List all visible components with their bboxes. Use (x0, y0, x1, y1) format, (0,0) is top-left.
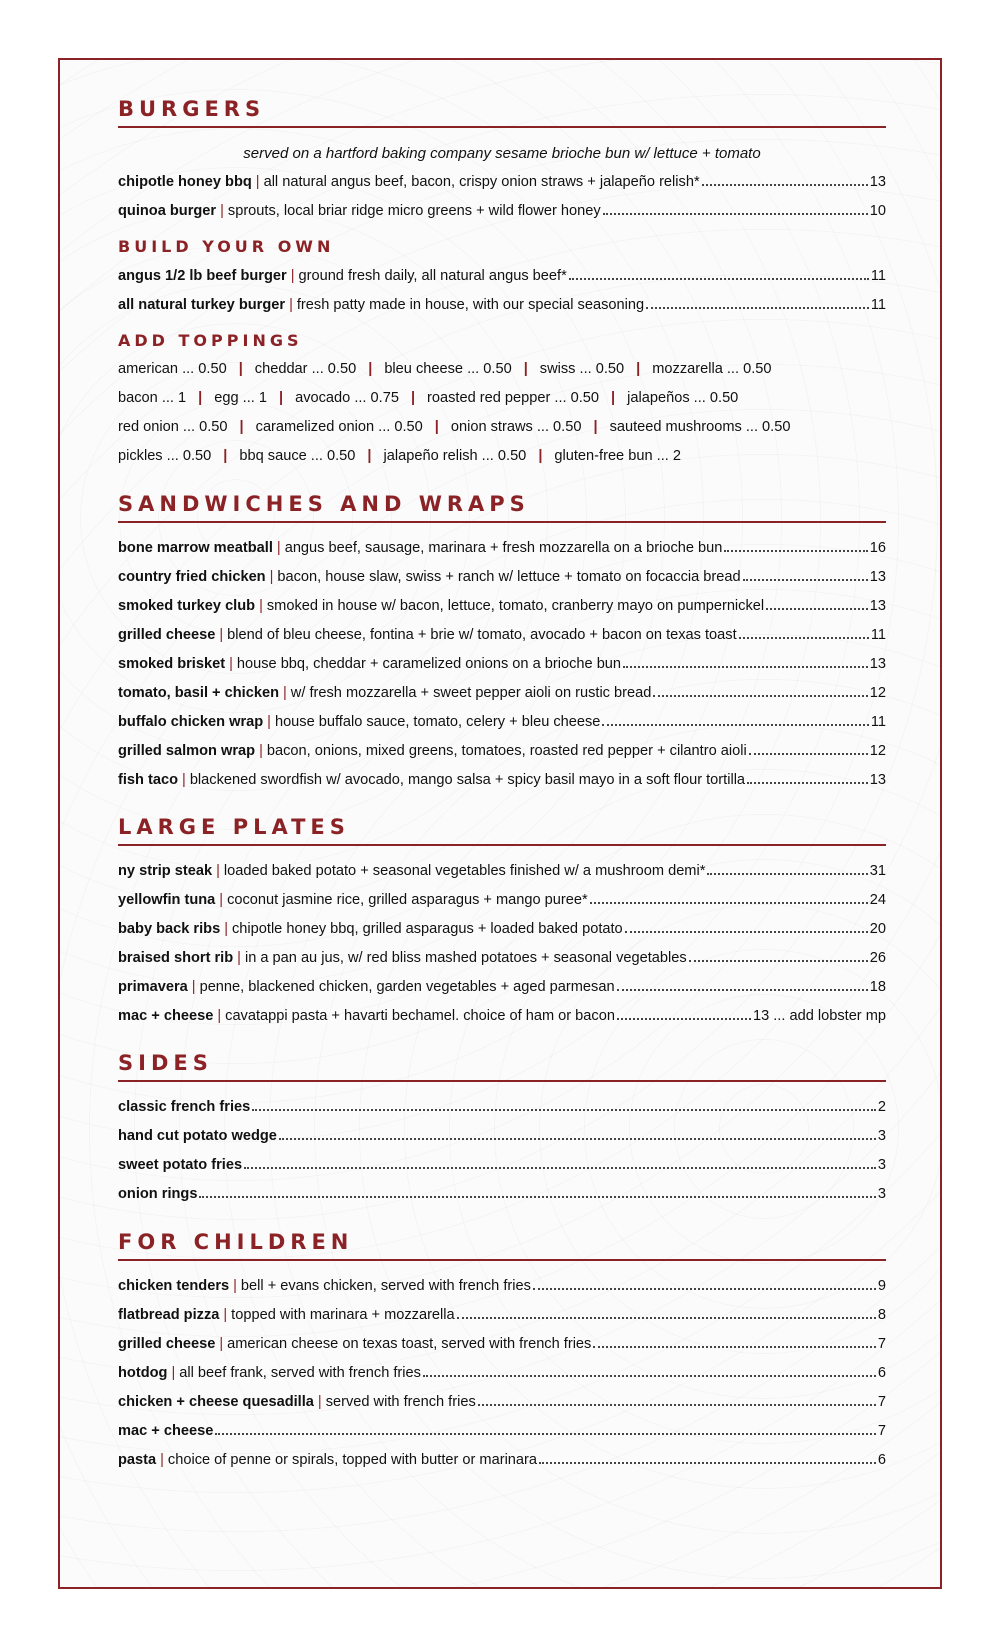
topping-separator: | (410, 390, 416, 406)
sandwich-item (118, 770, 886, 790)
topping-item: caramelized onion ... 0.50 (255, 419, 423, 435)
item-description: angus beef, sausage, marinara + fresh mozzarella on a brioche bun (284, 540, 723, 556)
item-name: ny strip steak (118, 863, 213, 879)
toppings-row (118, 417, 790, 437)
item-price: 12 (869, 685, 886, 701)
sandwich-item (118, 654, 886, 674)
dot-leader (625, 931, 868, 933)
item-description: blackened swordfish w/ avocado, mango salsa + spicy basil mayo in a soft flour tortilla (189, 772, 746, 788)
dot-leader (617, 989, 868, 991)
item-name: mac + cheese (118, 1008, 214, 1024)
item-separator: | (220, 203, 224, 219)
dot-leader (244, 1167, 876, 1169)
item-price: 3 (877, 1157, 886, 1173)
item-price: 8 (877, 1307, 886, 1323)
item-price: 11 (870, 714, 886, 730)
sandwich-item (118, 712, 886, 732)
item-name: chicken tenders (118, 1278, 230, 1294)
large-plate-item (118, 977, 886, 997)
item-name: chicken + cheese quesadilla (118, 1394, 314, 1410)
item-separator: | (217, 1008, 222, 1024)
item-name: classic french fries (118, 1099, 251, 1115)
topping-separator: | (593, 419, 598, 435)
dot-leader (279, 1138, 876, 1140)
topping-item: bacon ... 1 (118, 390, 187, 406)
item-price: 11 (870, 268, 886, 284)
item-name: grilled salmon wrap (118, 743, 256, 759)
topping-item: red onion ... 0.50 (118, 419, 228, 435)
topping-item: pickles ... 0.50 (118, 448, 212, 464)
item-name: tomato, basil + chicken (118, 685, 279, 701)
dot-leader (602, 724, 868, 726)
item-name: grilled cheese (118, 1336, 216, 1352)
burger-item (118, 201, 886, 221)
item-name: yellowfin tuna (118, 892, 216, 908)
item-price: 18 (869, 979, 886, 995)
item-price: 10 (869, 203, 886, 219)
item-separator: | (290, 268, 295, 284)
topping-item: avocado ... 0.75 (295, 390, 399, 406)
topping-item: jalapeños ... 0.50 (627, 390, 739, 406)
topping-separator: | (434, 419, 439, 435)
topping-separator: | (611, 390, 616, 406)
item-name: onion rings (118, 1186, 198, 1202)
dot-leader (646, 307, 869, 309)
dot-leader (766, 608, 868, 610)
topping-separator: | (198, 390, 203, 406)
item-separator: | (237, 950, 241, 966)
topping-separator: | (636, 361, 641, 377)
large-plate-item (118, 919, 886, 939)
item-description: penne, blackened chicken, garden vegetables + aged parmesan (199, 979, 615, 995)
item-name: mac + cheese (118, 1423, 214, 1439)
item-price: 13 (869, 569, 886, 585)
dot-leader (702, 184, 868, 186)
topping-separator: | (223, 448, 228, 464)
children-item (118, 1421, 886, 1441)
item-description: chipotle honey bbq, grilled asparagus + loaded baked potato (232, 921, 623, 937)
item-description: blend of bleu cheese, fontina + brie w/ tomato, avocado + bacon on texas toast (227, 627, 737, 643)
item-description: house bbq, cheddar + caramelized onions on a brioche bun (236, 656, 622, 672)
item-price: 31 (869, 863, 886, 879)
children-item (118, 1276, 886, 1296)
item-separator: | (224, 921, 228, 937)
section-title-sides: SIDES (118, 1050, 886, 1082)
dot-leader (743, 579, 868, 581)
item-description: bell + evans chicken, served with french fries (240, 1278, 531, 1294)
dot-leader (457, 1317, 876, 1319)
item-separator: | (259, 743, 263, 759)
item-separator: | (229, 656, 233, 672)
item-separator: | (267, 714, 271, 730)
item-name: braised short rib (118, 950, 234, 966)
item-price: 11 (870, 297, 886, 313)
dot-leader (478, 1404, 876, 1406)
large-plate-item (118, 890, 886, 910)
item-price: 7 (877, 1394, 886, 1410)
dot-leader (747, 782, 868, 784)
item-separator: | (219, 627, 224, 643)
dot-leader (593, 1346, 876, 1348)
item-separator: | (317, 1394, 322, 1410)
item-price: 2 (877, 1099, 886, 1115)
topping-separator: | (239, 419, 244, 435)
item-description: all beef frank, served with french fries (179, 1365, 421, 1381)
item-price: 12 (869, 743, 886, 759)
item-description: loaded baked potato + seasonal vegetables finished w/ a mushroom demi* (223, 863, 706, 879)
item-separator: | (216, 863, 220, 879)
item-name: smoked brisket (118, 656, 226, 672)
dot-leader (724, 550, 867, 552)
dot-leader (590, 902, 868, 904)
item-separator: | (171, 1365, 176, 1381)
build-item (118, 266, 886, 286)
item-price: 7 (877, 1336, 886, 1352)
item-name: sweet potato fries (118, 1157, 243, 1173)
large-plate-item (118, 861, 886, 881)
topping-separator: | (367, 448, 372, 464)
item-name: all natural turkey burger (118, 297, 286, 313)
item-description: cavatappi pasta + havarti bechamel. choice of ham or bacon (225, 1008, 615, 1024)
item-name: angus 1/2 lb beef burger (118, 268, 287, 284)
topping-item: american ... 0.50 (118, 361, 227, 377)
item-price: 13 (869, 598, 886, 614)
item-name: country fried chicken (118, 569, 266, 585)
item-description: in a pan au jus, w/ red bliss mashed potatoes + seasonal vegetables (244, 950, 687, 966)
item-description: bacon, onions, mixed greens, tomatoes, roasted red pepper + cilantro aioli (266, 743, 747, 759)
item-price: 13 (869, 772, 886, 788)
topping-separator: | (279, 390, 284, 406)
topping-item: roasted red pepper ... 0.50 (427, 390, 600, 406)
topping-item: egg ... 1 (214, 390, 267, 406)
item-name: baby back ribs (118, 921, 221, 937)
side-item (118, 1097, 886, 1117)
item-name: quinoa burger (118, 203, 217, 219)
dot-leader (423, 1375, 876, 1377)
item-description: coconut jasmine rice, grilled asparagus + mango puree* (227, 892, 588, 908)
toppings-row (118, 446, 681, 466)
item-description: smoked in house w/ bacon, lettuce, tomato, cranberry mayo on pumpernickel (266, 598, 765, 614)
item-separator: | (223, 1307, 228, 1323)
item-name: grilled cheese (118, 627, 216, 643)
item-description: fresh patty made in house, with our special seasoning (296, 297, 645, 313)
item-price: 6 (877, 1452, 886, 1468)
topping-item: cheddar ... 0.50 (254, 361, 357, 377)
item-price: 6 (877, 1365, 886, 1381)
sandwich-item (118, 625, 886, 645)
item-separator: | (233, 1278, 237, 1294)
children-item (118, 1450, 886, 1470)
item-name: fish taco (118, 772, 179, 788)
item-description: ground fresh daily, all natural angus beef* (298, 268, 567, 284)
topping-item: bbq sauce ... 0.50 (239, 448, 356, 464)
item-price: 3 (877, 1128, 886, 1144)
section-title-build-your-own: BUILD YOUR OWN (118, 237, 335, 256)
item-name: smoked turkey club (118, 598, 256, 614)
sandwich-item (118, 741, 886, 761)
item-name: hand cut potato wedge (118, 1128, 277, 1144)
sandwich-item (118, 567, 886, 587)
dot-leader (215, 1433, 876, 1435)
item-name: flatbread pizza (118, 1307, 220, 1323)
section-title-for-children: FOR CHILDREN (118, 1229, 886, 1261)
topping-item: onion straws ... 0.50 (450, 419, 582, 435)
item-description: bacon, house slaw, swiss + ranch w/ lettuce + tomato on focaccia bread (277, 569, 741, 585)
item-separator: | (219, 1336, 224, 1352)
sandwich-item (118, 538, 886, 558)
topping-separator: | (238, 361, 243, 377)
dot-leader (539, 1462, 876, 1464)
side-item (118, 1126, 886, 1146)
side-item (118, 1184, 886, 1204)
children-item (118, 1363, 886, 1383)
item-description: choice of penne or spirals, topped with butter or marinara (167, 1452, 538, 1468)
dot-leader (653, 695, 867, 697)
item-separator: | (269, 569, 274, 585)
item-separator: | (255, 174, 260, 190)
item-name: chipotle honey bbq (118, 174, 252, 190)
item-separator: | (276, 540, 281, 556)
dot-leader (603, 213, 868, 215)
burger-item (118, 172, 886, 192)
dot-leader (689, 960, 868, 962)
item-price: 13 (869, 174, 886, 190)
item-price: 3 (877, 1186, 886, 1202)
children-item (118, 1334, 886, 1354)
item-price: 11 (870, 627, 886, 643)
topping-separator: | (523, 361, 528, 377)
item-description: all natural angus beef, bacon, crispy onion straws + jalapeño relish* (263, 174, 700, 190)
item-description: served with french fries (325, 1394, 476, 1410)
topping-item: bleu cheese ... 0.50 (384, 361, 512, 377)
item-price: 9 (877, 1278, 886, 1294)
item-name: buffalo chicken wrap (118, 714, 264, 730)
dot-leader (749, 753, 868, 755)
item-description: house buffalo sauce, tomato, celery + bleu cheese (274, 714, 601, 730)
children-item (118, 1305, 886, 1325)
dot-leader (252, 1109, 876, 1111)
topping-item: mozzarella ... 0.50 (652, 361, 772, 377)
item-price: 20 (869, 921, 886, 937)
children-item (118, 1392, 886, 1412)
dot-leader (739, 637, 869, 639)
item-separator: | (259, 598, 263, 614)
dot-leader (617, 1018, 751, 1020)
item-name: bone marrow meatball (118, 540, 273, 556)
section-title-burgers: BURGERS (118, 96, 886, 128)
item-separator: | (160, 1452, 164, 1468)
section-title-sandwiches: SANDWICHES AND WRAPS (118, 491, 886, 523)
item-price: 16 (869, 540, 886, 556)
dot-leader (569, 278, 869, 280)
topping-item: sauteed mushrooms ... 0.50 (609, 419, 791, 435)
item-price: 7 (877, 1423, 886, 1439)
topping-separator: | (538, 448, 543, 464)
topping-separator: | (368, 361, 373, 377)
item-separator: | (219, 892, 224, 908)
topping-item: jalapeño relish ... 0.50 (383, 448, 527, 464)
toppings-row (118, 359, 772, 379)
item-name: pasta (118, 1452, 157, 1468)
item-price: 13 (869, 656, 886, 672)
side-item (118, 1155, 886, 1175)
large-plate-item (118, 1006, 886, 1026)
burgers-note: served on a hartford baking company sesame brioche bun w/ lettuce + tomato (243, 145, 761, 162)
dot-leader (533, 1288, 876, 1290)
item-price: 24 (869, 892, 886, 908)
item-separator: | (182, 772, 186, 788)
item-description: sprouts, local briar ridge micro greens + wild flower honey (227, 203, 601, 219)
topping-item: gluten-free bun ... 2 (554, 448, 681, 464)
item-description: american cheese on texas toast, served with french fries (227, 1336, 592, 1352)
item-separator: | (191, 979, 196, 995)
item-description: topped with marinara + mozzarella (231, 1307, 455, 1323)
large-plate-item (118, 948, 886, 968)
dot-leader (707, 873, 867, 875)
topping-item: swiss ... 0.50 (539, 361, 625, 377)
item-price: 26 (869, 950, 886, 966)
section-title-large-plates: LARGE PLATES (118, 814, 886, 846)
sandwich-item (118, 596, 886, 616)
item-name: primavera (118, 979, 188, 995)
item-description: w/ fresh mozzarella + sweet pepper aioli on rustic bread (290, 685, 652, 701)
item-price: 13 ... add lobster mp (752, 1008, 886, 1024)
toppings-row (118, 388, 738, 408)
item-separator: | (283, 685, 287, 701)
build-item (118, 295, 886, 315)
item-name: hotdog (118, 1365, 168, 1381)
section-title-add-toppings: ADD TOPPINGS (118, 331, 303, 350)
dot-leader (623, 666, 868, 668)
sandwich-item (118, 683, 886, 703)
item-separator: | (289, 297, 293, 313)
dot-leader (199, 1196, 875, 1198)
